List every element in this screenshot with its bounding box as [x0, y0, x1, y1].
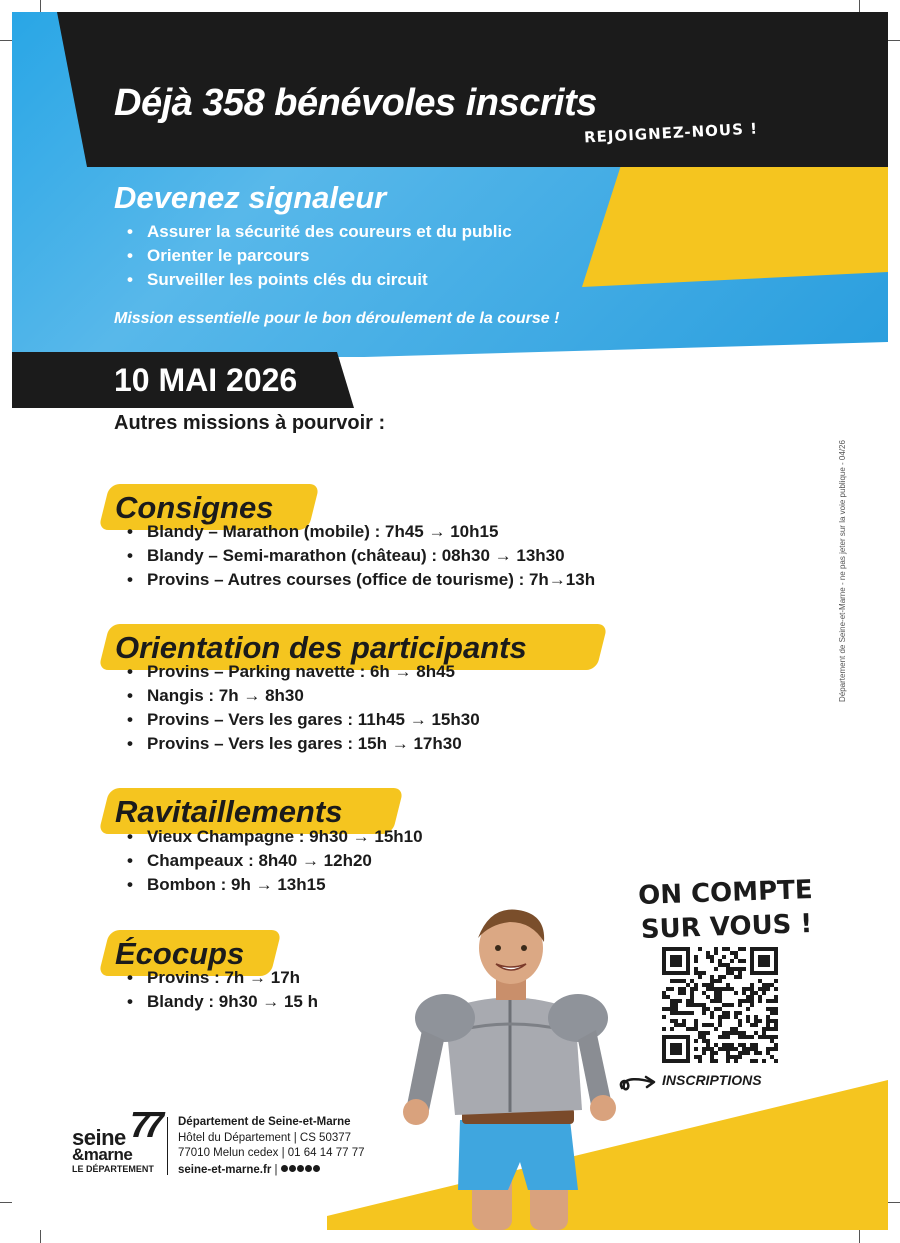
- list-item: • Provins – Vers les gares : 11h45 → 15h30: [127, 708, 480, 732]
- list-item: • Provins – Vers les gares : 15h → 17h30: [127, 732, 480, 756]
- registration-label[interactable]: INSCRIPTIONS: [662, 1072, 762, 1088]
- cta-line: ON COMPTE: [637, 874, 814, 912]
- divider: [167, 1117, 168, 1175]
- consignes-list: [127, 520, 595, 592]
- address-line: 77010 Melun cedex | 01 64 14 77 77: [178, 1147, 365, 1159]
- list-item: • Provins – Autres courses (office de tourisme) : 7h→13h: [127, 568, 595, 592]
- list-item: • Surveiller les points clés du circuit: [127, 268, 512, 292]
- address-name: Département de Seine-et-Marne: [178, 1116, 351, 1128]
- cta-text: [625, 873, 827, 948]
- list-item: • Provins – Parking navette : 6h → 8h45: [127, 660, 480, 684]
- list-item: • Nangis : 7h → 8h30: [127, 684, 480, 708]
- logo-marne: &marne: [72, 1145, 133, 1164]
- mission-text: Mission essentielle pour le bon déroulement de la course !: [114, 310, 560, 327]
- event-date: 10 MAI 2026: [114, 362, 298, 398]
- list-item: • Assurer la sécurité des coureurs et du public: [127, 220, 512, 244]
- section-title-consignes: Consignes: [115, 490, 274, 525]
- other-missions-heading: Autres missions à pourvoir :: [114, 412, 386, 434]
- list-item: • Orienter le parcours: [127, 244, 512, 268]
- website-link[interactable]: seine-et-marne.fr: [178, 1163, 272, 1176]
- knight-runner-illustration: [400, 900, 625, 1230]
- qr-code-icon[interactable]: [662, 947, 778, 1063]
- logo-seine: seine: [72, 1125, 126, 1150]
- logo-departement: LE DÉPARTEMENT: [72, 1164, 154, 1174]
- ecocups-list: [127, 966, 318, 1014]
- main-title: Déjà 358 bénévoles inscrits: [114, 82, 597, 124]
- ravitaillements-list: [127, 825, 423, 897]
- list-item: • Blandy – Semi-marathon (château) : 08h30 → 13h30: [127, 544, 595, 568]
- list-item: • Blandy – Marathon (mobile) : 7h45 → 10h15: [127, 520, 595, 544]
- poster: [12, 12, 888, 1230]
- address-line: Hôtel du Département | CS 50377: [178, 1131, 352, 1144]
- list-item: • Blandy : 9h30 → 15 h: [127, 990, 318, 1014]
- join-us-tagline: REJOIGNEZ-NOUS !: [583, 119, 759, 147]
- signaleur-list: [127, 220, 512, 292]
- signaleur-title: Devenez signaleur: [114, 180, 387, 215]
- orientation-list: [127, 660, 480, 756]
- list-item: • Champeaux : 8h40 → 12h20: [127, 849, 423, 873]
- list-item: • Vieux Champagne : 9h30 → 15h10: [127, 825, 423, 849]
- social-icons[interactable]: [281, 1162, 321, 1178]
- logo-77: 77: [130, 1104, 159, 1145]
- section-title-ecocups: Écocups: [115, 936, 245, 971]
- cta-line: SUR VOUS !: [640, 909, 813, 945]
- list-item: • Bombon : 9h → 13h15: [127, 873, 423, 897]
- legal-side-text: Département de Seine-et-Marne - ne pas jeter sur la voie publique - 04/26: [838, 440, 847, 702]
- list-item: • Provins : 7h → 17h: [127, 966, 318, 990]
- section-title-orientation: Orientation des participants: [115, 630, 527, 665]
- address-block: Département de Seine-et-Marne Hôtel du Département | CS 50377 77010 Melun cedex | 01 64 14 77 77 seine-et-marne.fr |: [178, 1116, 365, 1176]
- section-title-ravitaillements: Ravitaillements: [115, 794, 343, 829]
